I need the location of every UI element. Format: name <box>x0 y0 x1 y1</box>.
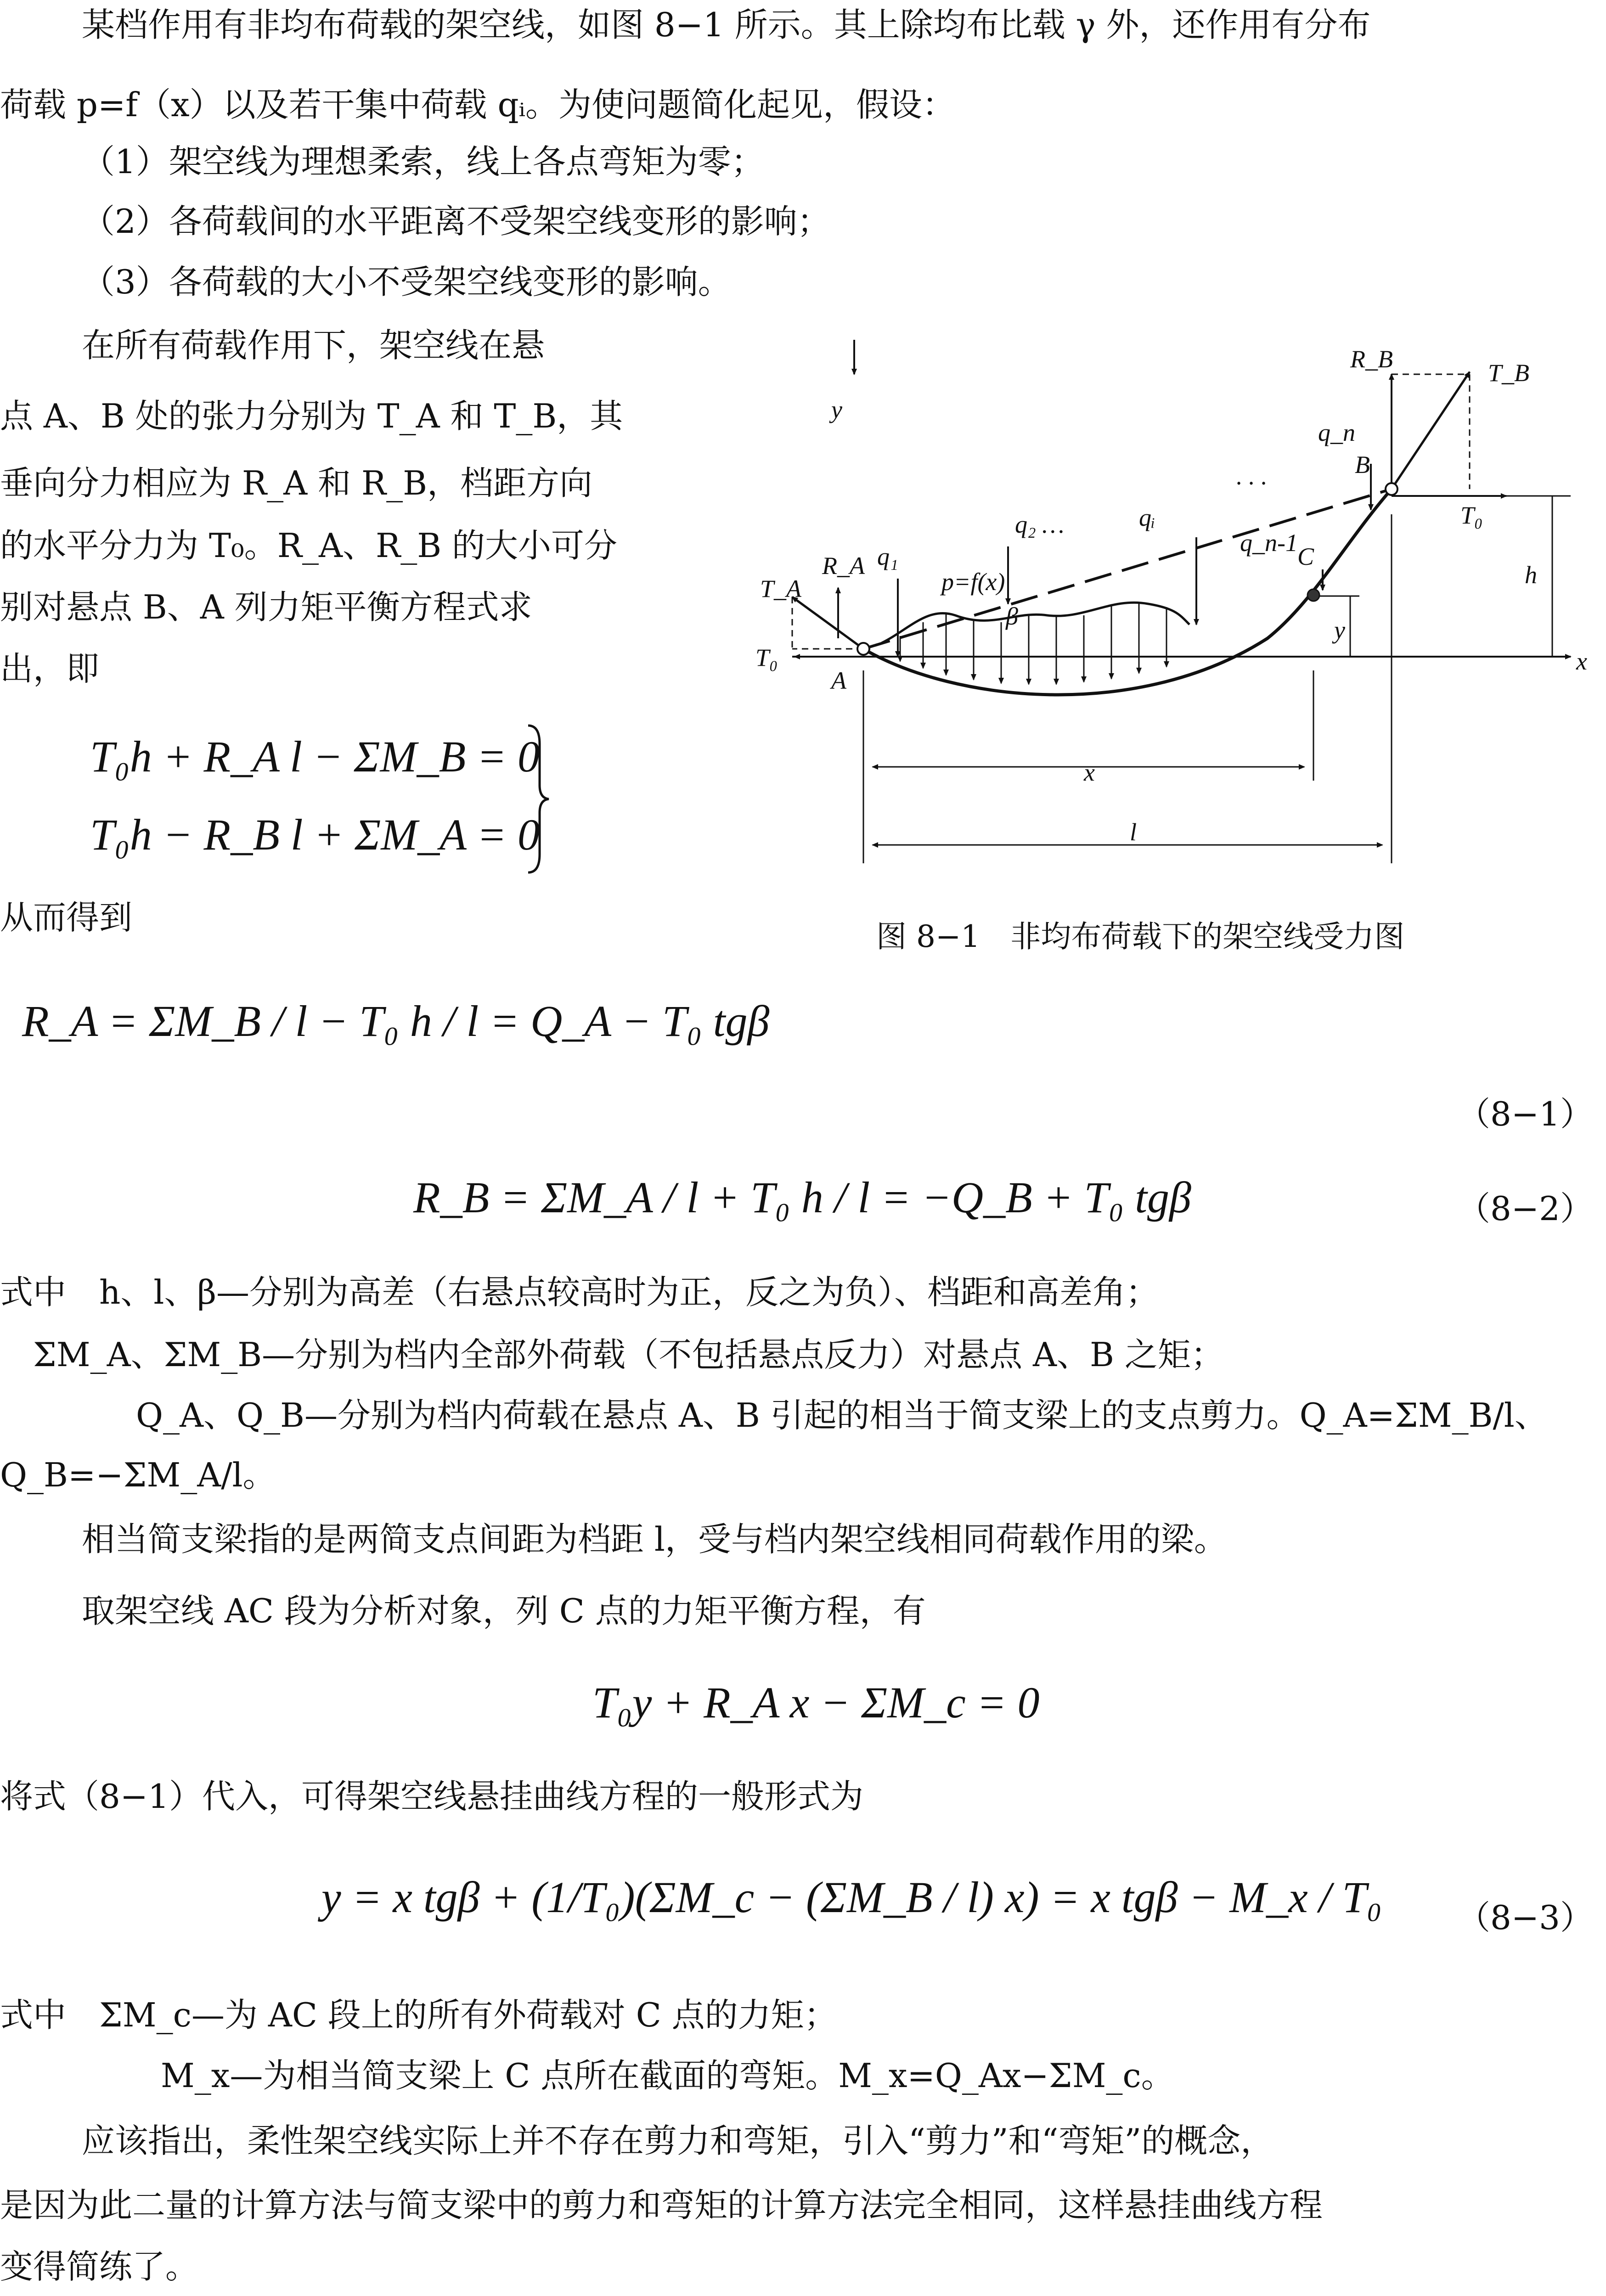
paragraph-intro-line2: 荷载 p=f（x）以及若干集中荷载 qᵢ。为使问题简化起见，假设： <box>0 85 956 124</box>
label-pfx: p=f(x) <box>941 568 1005 596</box>
distributed-load-arrows <box>900 604 1166 684</box>
label-q1: q₁ <box>877 543 898 570</box>
label-RA: R_A <box>822 552 865 580</box>
equation-system-line1: T₀h + R_A l − ΣM_B = 0 <box>90 732 540 781</box>
equation-8-2: R_B = ΣM_A / l + T₀ h / l = −Q_B + T₀ tgβ <box>413 1173 1191 1222</box>
assumption-1: （1）架空线为理想柔索，线上各点弯矩为零； <box>82 142 764 181</box>
figure-caption: 图 8−1 非均布荷载下的架空线受力图 <box>876 919 1405 954</box>
paragraph-note-line2: 是因为此二量的计算方法与简支梁中的剪力和弯矩的计算方法完全相同，这样悬挂曲线方程 <box>0 2186 1323 2224</box>
paragraph-tension-line5: 别对悬点 B、A 列力矩平衡方程式求 <box>0 588 532 626</box>
definition-shear-line2: Q_B=−ΣM_A/l。 <box>0 1456 276 1494</box>
label-qi: qᵢ <box>1139 504 1155 531</box>
equation-8-1: R_A = ΣM_B / l − T₀ h / l = Q_A − T₀ tgβ <box>22 996 770 1046</box>
label-B: B <box>1355 451 1370 478</box>
equation-system-brace <box>524 721 551 877</box>
assumption-3: （3）各荷载的大小不受架空线变形的影响。 <box>82 263 731 301</box>
label-x-dim: x <box>1084 759 1095 786</box>
assumption-2: （2）各荷载间的水平距离不受架空线变形的影响； <box>82 202 830 241</box>
paragraph-note-line1: 应该指出，柔性架空线实际上并不存在剪力和弯矩，引入“剪力”和“弯矩”的概念， <box>82 2122 1274 2160</box>
paragraph-tension-line6: 出，即 <box>0 649 100 688</box>
label-T0-right: T₀ <box>1460 501 1483 529</box>
label-h: h <box>1525 561 1537 589</box>
tension-TB <box>1392 372 1470 489</box>
paragraph-ac-segment: 取架空线 AC 段为分析对象，列 C 点的力矩平衡方程，有 <box>82 1592 926 1630</box>
paragraph-simple-beam: 相当简支梁指的是两简支点间距为档距 l，受与档内架空线相同荷载作用的梁。 <box>82 1520 1227 1559</box>
label-A: A <box>831 667 846 694</box>
label-TA: T_A <box>760 575 802 602</box>
tension-TA <box>792 597 863 649</box>
point-A <box>857 643 869 655</box>
equation-8-3: y = x tgβ + (1/T₀)(ΣM_c − (ΣM_B / l) x) = x tgβ − M_x / T₀ <box>321 1873 1382 1922</box>
label-qn: q_n <box>1318 419 1355 446</box>
definition-shear-line1: Q_A、Q_B—分别为档内荷载在悬点 A、B 引起的相当于简支梁上的支点剪力。Q_A=ΣM_B/l、 <box>136 1396 1548 1435</box>
equation-system-line2: T₀h − R_B l + ΣM_A = 0 <box>90 810 540 859</box>
label-y-small: y <box>1334 616 1345 644</box>
definition-mc: 式中 ΣM_c—为 AC 段上的所有外荷载对 C 点的力矩； <box>0 1996 837 2034</box>
paragraph-tension-line2: 点 A、B 处的张力分别为 T_A 和 T_B，其 <box>0 397 623 435</box>
label-dots-top: · · · <box>1235 469 1267 497</box>
equation-moment-c: T₀y + R_A x − ΣM_c = 0 <box>592 1678 1040 1727</box>
label-C: C <box>1297 543 1314 570</box>
paragraph-tension-line4: 的水平分力为 T₀。R_A、R_B 的大小可分 <box>0 526 617 565</box>
label-qn1: q_n-1 <box>1240 529 1298 557</box>
point-B <box>1386 483 1398 495</box>
paragraph-note-line3: 变得简练了。 <box>0 2247 199 2286</box>
label-q2: q₂ … <box>1015 511 1065 538</box>
label-T0-left: T₀ <box>755 644 778 671</box>
label-y: y <box>831 396 842 423</box>
definition-h-l-beta: 式中 h、l、β—分别为高差（右悬点较高时为正，反之为负）、档距和高差角； <box>0 1273 1159 1311</box>
label-TB: T_B <box>1488 359 1530 387</box>
definition-mx: M_x—为相当简支梁上 C 点所在截面的弯矩。M_x=Q_Ax−ΣM_c。 <box>161 2056 1174 2095</box>
label-l-dim: l <box>1130 818 1137 846</box>
equation-number-8-2: （8−2） <box>1457 1189 1593 1228</box>
definition-moments: ΣM_A、ΣM_B—分别为档内全部外荷载（不包括悬点反力）对悬点 A、B 之矩； <box>33 1335 1224 1374</box>
label-beta: β <box>1006 602 1018 630</box>
paragraph-tension-line1: 在所有荷载作用下，架空线在悬 <box>82 326 545 365</box>
paragraph-intro-line1: 某档作用有非均布荷载的架空线，如图 8−1 所示。其上除均布比载 γ 外，还作用有分布 <box>82 6 1371 44</box>
label-x-axis: x <box>1576 647 1587 675</box>
paragraph-thus: 从而得到 <box>0 898 133 937</box>
paragraph-tension-line3: 垂向分力相应为 R_A 和 R_B，档距方向 <box>0 464 592 502</box>
label-RB: R_B <box>1350 345 1393 373</box>
equation-number-8-1: （8−1） <box>1457 1095 1593 1133</box>
equation-number-8-3: （8−3） <box>1457 1898 1593 1937</box>
paragraph-substitute: 将式（8−1）代入，可得架空线悬挂曲线方程的一般形式为 <box>0 1777 863 1816</box>
distributed-load-outline <box>882 602 1189 643</box>
figure-8-1-diagram <box>716 340 1606 872</box>
point-C <box>1307 589 1319 601</box>
